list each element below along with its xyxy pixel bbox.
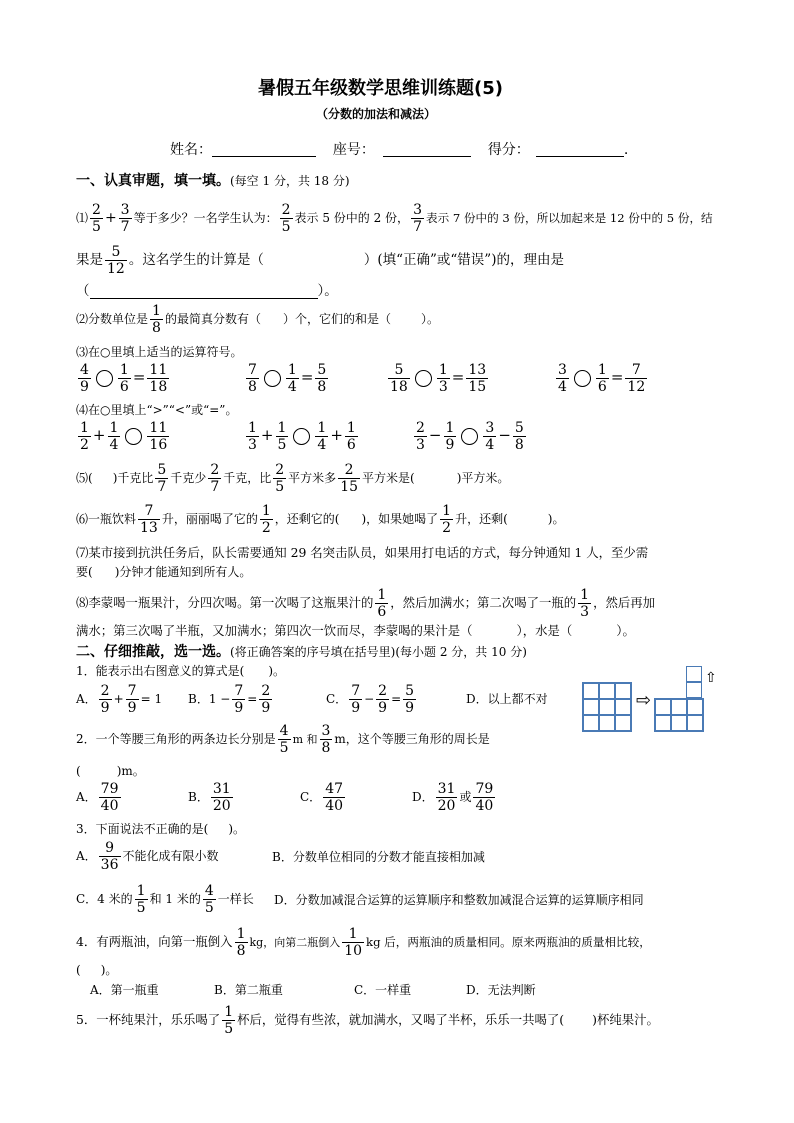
reason-blank[interactable] xyxy=(90,298,318,299)
question-1-1-line-1: ⑴ $\frac{2}{5}$ + $\frac{3}{7}$ 等于多少？一名学生认为： $\frac{2}{5}$ 表示 5 份中的 2 份， $\frac{3}{7}$ 表示 7 份中的 3 份，所以加起来是 12 份中的 5 份，结 xyxy=(76,202,713,235)
question-1-5: ⑸( )千克比 $\frac{5}{7}$ 千克少 $\frac{2}{7}$ 千克，比 $\frac{2}{5}$ 平方米多 $\frac{2}{15}$ 平方米是( )平方米。 xyxy=(76,462,510,495)
question-1-6: ⑹一瓶饮料 $\frac{7}{13}$ 升，丽丽喝了它的 $\frac{1}{2}$ ，还剩它的( )，如果她喝了 $\frac{1}{2}$ 升，还剩( )。 xyxy=(76,503,565,536)
fraction: $\frac{1}{8}$ xyxy=(152,303,161,336)
compare-circle[interactable] xyxy=(125,428,142,445)
question-2-1: 1．能表示出右图意义的算式是( )。 xyxy=(76,664,286,678)
operator-circle[interactable] xyxy=(264,370,281,387)
fraction: $\frac{3}{7}$ xyxy=(120,202,130,235)
operator-circle[interactable] xyxy=(574,370,591,387)
question-1-3: ⑶在○里填上适当的运算符号。 xyxy=(76,345,243,359)
score-field[interactable] xyxy=(536,156,624,157)
option-2-2-a[interactable]: A． $\frac{79}{40}$ xyxy=(76,781,119,814)
question-2-5: 5．一杯纯果汁，乐乐喝了 $\frac{1}{5}$ 杯后，觉得有些浓，就加满水，又喝了半杯，乐乐一共喝了( )杯纯果汁。 xyxy=(76,1004,659,1037)
question-1-2: ⑵分数单位是 $\frac{1}{8}$ 的最简真分数有（ ）个，它们的和是（ ）。 xyxy=(76,303,439,336)
option-2-3-c[interactable]: C．4 米的 $\frac{1}{5}$ 和 1 米的 $\frac{4}{5}$ 一样长 xyxy=(76,883,254,916)
question-1-8-line-1: ⑻李蒙喝一瓶果汁，分四次喝。第一次喝了这瓶果汁的 $\frac{1}{6}$ ，然后加满水；第二次喝了一瓶的 $\frac{1}{3}$ ，然后再加 xyxy=(76,587,656,620)
fraction: $\frac{5}{12}$ xyxy=(107,244,125,277)
section-2-heading xyxy=(76,645,527,659)
option-2-1-d[interactable]: D．以上都不对 xyxy=(466,692,548,706)
question-1-1-line-3: （ ）。 xyxy=(76,283,338,299)
q3-item-1: $\frac{4}{9}$ $\frac{1}{6}$ = $\frac{11}{18}$ xyxy=(80,362,168,395)
option-2-2-c[interactable]: C． $\frac{47}{40}$ xyxy=(300,781,344,814)
section-2-note: (将正确答案的序号填在括号里)(每小题 2 分，共 10 分) xyxy=(230,645,527,659)
fraction: $\frac{2}{5}$ xyxy=(92,202,101,235)
q4-item-1: $\frac{1}{2}$ + $\frac{1}{4}$ $\frac{11}{16}$ xyxy=(80,420,168,453)
question-1-8-line-2: 满水；第三次喝了半瓶，又加满水；第四次一饮而尽，李蒙喝的果汁是（ ），水是（ ）。 xyxy=(76,623,635,638)
name-label: 姓名： xyxy=(170,142,212,158)
fraction: $\frac{2}{5}$ xyxy=(281,202,291,235)
score-label: 得分： xyxy=(487,142,530,158)
q3-item-4: $\frac{3}{4}$ $\frac{1}{6}$ = $\frac{7}{12}$ xyxy=(558,362,646,395)
q3-item-2: $\frac{7}{8}$ $\frac{1}{4}$ = $\frac{5}{8}$ xyxy=(248,362,327,395)
option-2-3-a[interactable]: A． $\frac{9}{36}$ 不能化成有限小数 xyxy=(76,840,219,873)
grid-figure-after-base xyxy=(654,698,704,732)
question-1-7-line-1: ⑺某市接到抗洪任务后，队长需要通知 29 名突击队员，如果用打电话的方式，每分钟通知 1 人，至少需 xyxy=(76,545,649,560)
operator-circle[interactable] xyxy=(415,370,432,387)
question-2-4-line-2: ( )。 xyxy=(76,963,118,977)
grid-cell xyxy=(686,682,702,698)
option-2-3-b[interactable]: B．分数单位相同的分数才能直接相加减 xyxy=(272,850,485,864)
grid-cell xyxy=(686,666,702,682)
question-2-3: 3．下面说法不正确的是( )。 xyxy=(76,822,246,836)
grid-figure-before xyxy=(582,682,632,732)
option-2-1-a[interactable]: A． $\frac{2}{9}$ + $\frac{7}{9}$ = 1 xyxy=(76,683,163,716)
option-2-1-b[interactable]: B．1 − $\frac{7}{9}$ = $\frac{2}{9}$ xyxy=(188,683,271,716)
question-1-4: ⑷在○里填上“>”“<”或“=”。 xyxy=(76,403,238,417)
seat-field[interactable] xyxy=(383,156,471,157)
option-2-4-a[interactable]: A．第一瓶重 xyxy=(90,983,159,997)
question-1-7-line-2: 要( )分钟才能通知到所有人。 xyxy=(76,565,252,579)
seat-label: 座号： xyxy=(332,142,375,158)
q4-item-2: $\frac{1}{3}$ + $\frac{1}{5}$ $\frac{1}{4}$ + $\frac{1}{6}$ xyxy=(248,420,356,453)
section-1-note: (每空 1 分，共 18 分) xyxy=(230,174,350,188)
option-2-4-b[interactable]: B．第二瓶重 xyxy=(214,983,283,997)
option-2-2-b[interactable]: B． $\frac{31}{20}$ xyxy=(188,781,231,814)
option-2-4-c[interactable]: C．一样重 xyxy=(354,983,412,997)
compare-circle[interactable] xyxy=(293,428,310,445)
operator-circle[interactable] xyxy=(96,370,113,387)
option-2-1-c[interactable]: C． $\frac{7}{9}$ − $\frac{2}{9}$ = $\frac{5}{9}$ xyxy=(326,683,415,716)
question-2-2-line-1: 2．一个等腰三角形的两条边长分别是 $\frac{4}{5}$ m 和 $\frac{3}{8}$ m，这个等腰三角形的周长是 xyxy=(76,723,490,756)
student-info-row: 姓名： 座号： 得分： . xyxy=(170,142,629,158)
option-2-2-d[interactable]: D． $\frac{31}{20}$ 或 $\frac{79}{40}$ xyxy=(412,781,494,814)
page-subtitle: （分数的加法和减法） xyxy=(316,107,437,121)
section-2-title: 二、仔细推敲，选一选。 xyxy=(76,644,230,660)
up-arrow-icon: ⇧ xyxy=(705,670,717,686)
compare-circle[interactable] xyxy=(461,428,478,445)
name-field[interactable] xyxy=(212,156,316,157)
right-arrow-icon: ⇨ xyxy=(636,690,652,711)
q3-item-3: $\frac{5}{18}$ $\frac{1}{3}$ = $\frac{13}{15}$ xyxy=(390,362,487,395)
page-title: 暑假五年级数学思维训练题(5) xyxy=(258,78,503,99)
section-1-title: 一、认真审题，填一填。 xyxy=(76,173,230,189)
option-2-3-d[interactable]: D．分数加减混合运算的运算顺序和整数加减混合运算的运算顺序相同 xyxy=(274,893,644,907)
section-1-heading xyxy=(76,174,350,188)
question-1-1-line-2: 果是 $\frac{5}{12}$ 。这名学生的计算是（ ）(填“正确”或“错误”)的，理由是 xyxy=(76,244,564,277)
question-2-2-line-2: ( )m。 xyxy=(76,764,145,778)
option-2-4-d[interactable]: D．无法判断 xyxy=(466,983,536,997)
q4-item-3: $\frac{2}{3}$ − $\frac{1}{9}$ $\frac{3}{4}$ − $\frac{5}{8}$ xyxy=(416,420,524,453)
question-2-4-line-1: 4．有两瓶油，向第一瓶倒入 $\frac{1}{8}$ kg，向第二瓶倒入 $\frac{1}{10}$ kg 后，两瓶油的质量相同。原来两瓶油的质量相比较， xyxy=(76,926,651,959)
fraction: $\frac{3}{7}$ xyxy=(413,202,422,235)
